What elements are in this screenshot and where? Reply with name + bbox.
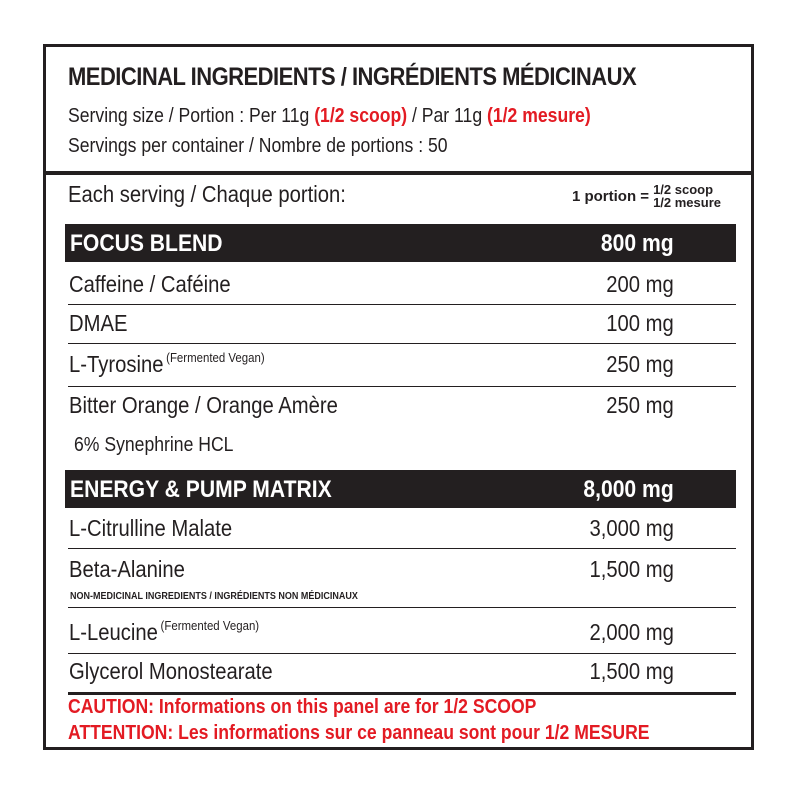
ingredient-name: L-Tyrosine (69, 351, 164, 377)
ingredient-amount: 250 mg (606, 351, 674, 377)
ingredient-note: (Fermented Vegan) (160, 618, 260, 633)
focus-blend-header (65, 224, 736, 262)
each-serving-label: Each serving / Chaque portion: (68, 181, 346, 207)
ingredient-name: Beta-Alanine (69, 556, 185, 582)
serving-size-mid: / Par 11g (407, 105, 488, 127)
supplement-facts-panel (43, 44, 754, 750)
ingredient-row (68, 266, 736, 304)
row-divider (68, 607, 736, 608)
focus-blend-amount: 800 mg (601, 230, 674, 257)
caution-french: ATTENTION: Les informations sur ce panneau sont pour 1/2 MESURE (68, 722, 650, 744)
servings-per-container: Servings per container / Nombre de portions : 50 (68, 135, 448, 157)
portion-label: 1 portion = (571, 187, 650, 205)
serving-size-fr-highlight: (1/2 mesure) (487, 105, 591, 127)
ingredient-amount: 3,000 mg (589, 515, 674, 541)
energy-matrix-name: ENERGY & PUMP MATRIX (70, 476, 332, 503)
portion-fraction (653, 183, 721, 209)
ingredient-name: Glycerol Monostearate (69, 658, 273, 684)
ingredient-note: (Fermented Vegan) (166, 350, 265, 365)
ingredient-row (68, 551, 736, 589)
portion-mesure: 1/2 mesure (653, 195, 721, 210)
ingredient-amount: 250 mg (606, 392, 674, 418)
panel-content (68, 47, 736, 747)
ingredient-sub-note: 6% Synephrine HCL (74, 434, 234, 456)
ingredient-row (68, 305, 736, 343)
focus-blend-name: FOCUS BLEND (70, 230, 223, 257)
ingredient-name-with-note (69, 618, 259, 646)
ingredient-row (68, 346, 736, 384)
serving-size-en-highlight: (1/2 scoop) (314, 105, 408, 127)
ingredient-name: L-Citrulline Malate (69, 515, 233, 541)
ingredient-amount: 2,000 mg (589, 619, 674, 645)
ingredient-name: L-Leucine (69, 619, 158, 645)
ingredient-amount: 1,500 mg (589, 556, 674, 582)
ingredient-row (68, 510, 736, 548)
caution-divider (68, 692, 736, 695)
portion-scoop: 1/2 scoop (653, 182, 714, 197)
row-divider (68, 343, 736, 344)
ingredient-amount: 100 mg (606, 310, 674, 336)
ingredient-row (68, 614, 736, 652)
ingredient-name: Bitter Orange / Orange Amère (69, 392, 338, 418)
ingredient-amount: 1,500 mg (589, 658, 674, 684)
ingredient-name: DMAE (69, 310, 128, 336)
ingredient-row (68, 387, 736, 425)
header-divider (46, 171, 751, 175)
caution-english: CAUTION: Informations on this panel are for 1/2 SCOOP (68, 696, 537, 718)
serving-size-label: Serving size / Portion : Per 11g (68, 105, 315, 127)
ingredient-row (68, 653, 736, 691)
row-divider (68, 548, 736, 549)
ingredient-amount: 200 mg (606, 271, 674, 297)
ingredient-name-with-note (69, 350, 265, 378)
panel-title: MEDICINAL INGREDIENTS / INGRÉDIENTS MÉDICINAUX (68, 63, 637, 91)
non-medicinal-label: NON-MEDICINAL INGREDIENTS / INGRÉDIENTS NON MÉDICINAUX (70, 591, 358, 602)
serving-size-line (68, 105, 591, 128)
energy-matrix-amount: 8,000 mg (583, 476, 674, 503)
portion-equivalence (572, 183, 721, 209)
ingredient-name: Caffeine / Caféine (69, 271, 231, 297)
energy-matrix-header (65, 470, 736, 508)
